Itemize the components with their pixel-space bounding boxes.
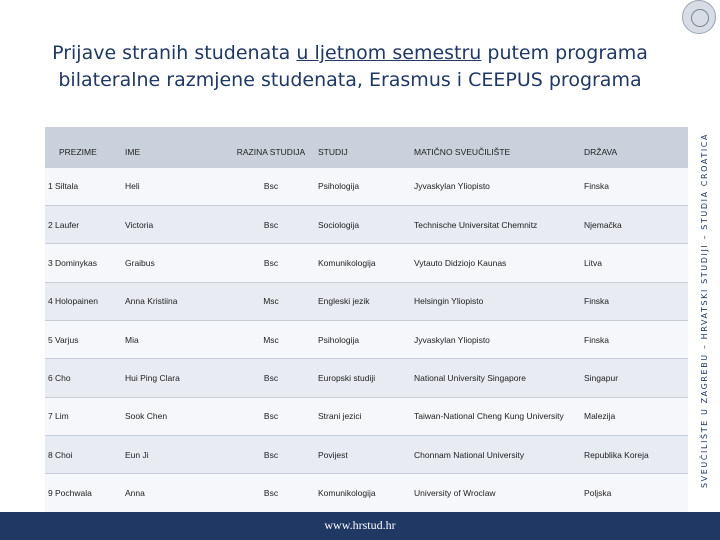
cell-sveuciliste: Helsingin Yliopisto: [411, 282, 581, 320]
cell-ime: Victoria: [122, 206, 227, 244]
cell-sveuciliste: University of Wroclaw: [411, 474, 581, 512]
cell-studij: Psihologija: [315, 321, 411, 359]
cell-drzava: Poljska: [581, 474, 688, 512]
table-row: [45, 244, 688, 282]
cell-studij: Strani jezici: [315, 397, 411, 435]
cell-razina: Bsc: [227, 244, 315, 282]
footer-url-link[interactable]: www.hrstud.hr: [324, 518, 396, 532]
surname-text: Pochwala: [55, 488, 92, 499]
surname-text: Dominykas: [55, 258, 98, 269]
cell-razina: Bsc: [227, 359, 315, 397]
surname-text: Holopainen: [55, 296, 99, 307]
table-row: [45, 282, 688, 320]
cell-razina: Msc: [227, 282, 315, 320]
cell-prezime: [45, 244, 122, 282]
row-number: 2: [48, 219, 53, 230]
cell-razina: Bsc: [227, 206, 315, 244]
cell-razina: Bsc: [227, 474, 315, 512]
row-number: 4: [48, 296, 53, 307]
cell-studij: Povijest: [315, 435, 411, 473]
surname-text: Choi: [55, 449, 73, 460]
row-number: 5: [48, 334, 53, 345]
cell-prezime: [45, 321, 122, 359]
cell-ime: Anna: [122, 474, 227, 512]
cell-studij: Europski studiji: [315, 359, 411, 397]
row-number: 7: [48, 411, 53, 422]
title-part-1: Prijave stranih studenata: [52, 42, 297, 64]
students-table-container: [45, 127, 688, 512]
table-row: [45, 397, 688, 435]
cell-ime: Sook Chen: [122, 397, 227, 435]
surname-text: Cho: [55, 372, 71, 383]
row-number: 3: [48, 258, 53, 269]
cell-sveuciliste: Vytauto Didziojo Kaunas: [411, 244, 581, 282]
cell-ime: Hui Ping Clara: [122, 359, 227, 397]
cell-prezime: [45, 435, 122, 473]
cell-studij: Engleski jezik: [315, 282, 411, 320]
side-banner-text: SVEUČILIŠTE U ZAGREBU – HRVATSKI STUDIJI – STUDIA CROATICA: [700, 132, 709, 488]
page-title: [20, 40, 680, 94]
header-drzava: DRŽAVA: [581, 127, 688, 167]
cell-prezime: [45, 206, 122, 244]
row-number: 1: [48, 181, 53, 192]
row-number: 8: [48, 449, 53, 460]
footer-bar: [0, 512, 720, 540]
header-razina: RAZINA STUDIJA: [227, 127, 315, 167]
cell-ime: Mia: [122, 321, 227, 359]
cell-drzava: Finska: [581, 282, 688, 320]
cell-drzava: Republika Koreja: [581, 435, 688, 473]
cell-prezime: [45, 474, 122, 512]
cell-drzava: Litva: [581, 244, 688, 282]
header-studij: STUDIJ: [315, 127, 411, 167]
university-seal-icon: [682, 0, 716, 34]
table-row: [45, 321, 688, 359]
cell-razina: Msc: [227, 321, 315, 359]
cell-sveuciliste: Taiwan-National Cheng Kung University: [411, 397, 581, 435]
surname-text: Siltala: [55, 181, 79, 192]
row-number: 9: [48, 488, 53, 499]
cell-ime: Graibus: [122, 244, 227, 282]
table-row: [45, 359, 688, 397]
surname-text: Varjus: [55, 334, 79, 345]
cell-studij: Sociologija: [315, 206, 411, 244]
table-header-row: [45, 127, 688, 167]
cell-ime: Anna Kristiina: [122, 282, 227, 320]
cell-drzava: Finska: [581, 167, 688, 205]
cell-drzava: Finska: [581, 321, 688, 359]
cell-prezime: [45, 359, 122, 397]
table-row: [45, 435, 688, 473]
table-row: [45, 206, 688, 244]
cell-prezime: [45, 282, 122, 320]
row-number: 6: [48, 372, 53, 383]
cell-ime: Eun Ji: [122, 435, 227, 473]
cell-razina: Bsc: [227, 397, 315, 435]
cell-studij: Komunikologija: [315, 474, 411, 512]
cell-prezime: [45, 167, 122, 205]
cell-razina: Bsc: [227, 435, 315, 473]
cell-studij: Psihologija: [315, 167, 411, 205]
cell-prezime: [45, 397, 122, 435]
cell-studij: Komunikologija: [315, 244, 411, 282]
title-part-2: putem programa bilateralne razmjene studenata, Erasmus i CEEPUS programa: [58, 42, 648, 91]
table-row: [45, 474, 688, 512]
title-underlined: u ljetnom semestru: [296, 42, 482, 64]
cell-sveuciliste: Chonnam National University: [411, 435, 581, 473]
cell-sveuciliste: National University Singapore: [411, 359, 581, 397]
header-ime: IME: [122, 127, 227, 167]
cell-sveuciliste: Technische Universitat Chemnitz: [411, 206, 581, 244]
cell-drzava: Njemačka: [581, 206, 688, 244]
surname-text: Lim: [55, 411, 69, 422]
header-sveuciliste: MATIČNO SVEUČILIŠTE: [411, 127, 581, 167]
surname-text: Laufer: [55, 219, 80, 230]
header-prezime: PREZIME: [45, 127, 122, 167]
table-row: [45, 167, 688, 205]
cell-sveuciliste: Jyvaskylan Yliopisto: [411, 167, 581, 205]
cell-razina: Bsc: [227, 167, 315, 205]
cell-sveuciliste: Jyvaskylan Yliopisto: [411, 321, 581, 359]
students-table: [45, 127, 688, 512]
cell-drzava: Singapur: [581, 359, 688, 397]
cell-ime: Heli: [122, 167, 227, 205]
cell-drzava: Malezija: [581, 397, 688, 435]
